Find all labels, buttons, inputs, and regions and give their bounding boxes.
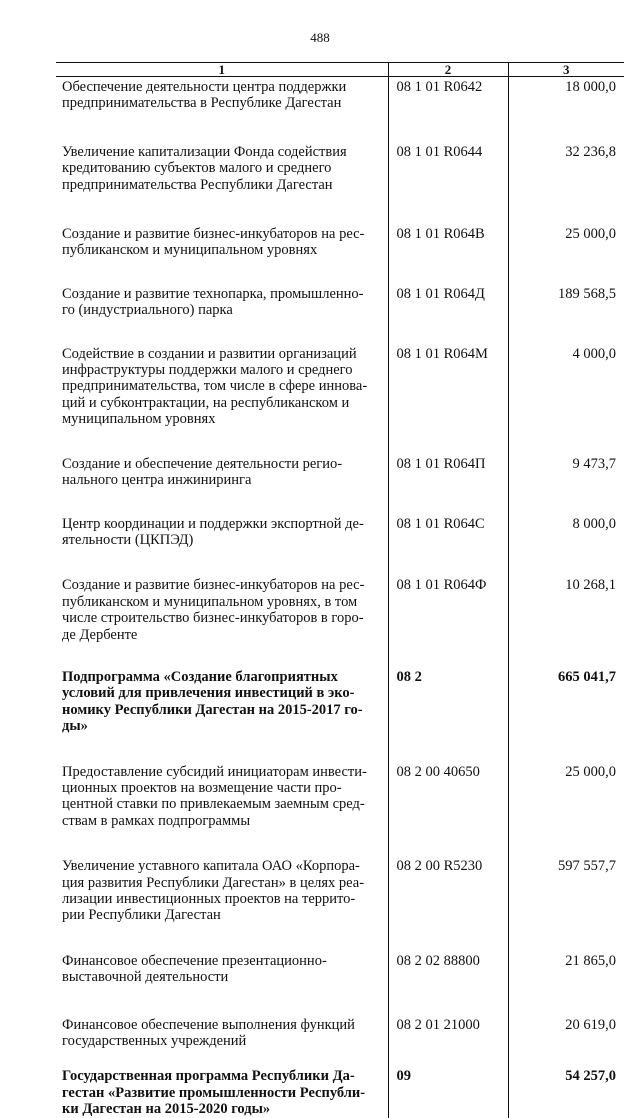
row-item-name <box>56 856 388 951</box>
row-item-name <box>56 344 388 454</box>
row-amount: 25 000,0 <box>508 762 624 857</box>
row-amount: 20 619,0 <box>508 1015 624 1067</box>
item-name-line: ятельности (ЦКПЭД) <box>62 531 194 548</box>
row-amount: 21 865,0 <box>508 951 624 1015</box>
row-item-name <box>56 77 388 142</box>
item-name-line: нального центра инжиниринга <box>62 472 252 489</box>
item-name-line: номику Республики Дагестан на 2015-2017 го- <box>62 701 363 718</box>
item-name-line: Создание и развитие технопарка, промышленно- <box>62 285 364 302</box>
item-name-line: Финансовое обеспечение выполнения функций <box>62 1016 355 1033</box>
column-header-3: 3 <box>508 63 624 77</box>
item-name-line: числе строительство бизнес-инкубаторов в горо- <box>62 610 364 627</box>
item-name-line: Государственная программа Республики Да- <box>62 1068 355 1085</box>
item-name-line: центной ставки по привлекаемым заемным сред- <box>62 796 365 813</box>
row-budget-code: 08 1 01 R064Ф <box>388 575 508 667</box>
item-name-line: предпринимательства Республики Дагестан <box>62 176 333 193</box>
row-amount: 25 000,0 <box>508 224 624 284</box>
row-budget-code: 08 1 01 R064С <box>388 514 508 576</box>
item-name-line: Создание и обеспечение деятельности регио- <box>62 455 343 472</box>
column-header-2: 2 <box>388 63 508 77</box>
item-name-line: ствам в рамках подпрограммы <box>62 812 251 829</box>
table-row <box>56 514 624 576</box>
item-name-line: ций и субконтрактации, на республиканском и <box>62 394 350 411</box>
row-budget-code: 08 1 01 R064Д <box>388 284 508 344</box>
item-name-line: Создание и развитие бизнес-инкубаторов на рес- <box>62 226 365 243</box>
item-name-line: муниципальном уровнях <box>62 411 216 428</box>
row-budget-code: 08 2 01 21000 <box>388 1015 508 1067</box>
row-amount: 54 257,0 <box>508 1066 624 1117</box>
row-amount: 10 268,1 <box>508 575 624 667</box>
table-row <box>56 77 624 142</box>
table-row <box>56 224 624 284</box>
table-body <box>56 77 624 1118</box>
row-item-name <box>56 514 388 576</box>
row-amount: 597 557,7 <box>508 856 624 951</box>
row-amount: 4 000,0 <box>508 344 624 454</box>
row-amount: 32 236,8 <box>508 142 624 224</box>
item-name-line: гестан «Развитие промышленности Республи- <box>62 1084 366 1101</box>
row-amount: 189 568,5 <box>508 284 624 344</box>
row-item-name <box>56 1066 388 1117</box>
row-item-name <box>56 224 388 284</box>
table-row <box>56 856 624 951</box>
item-name-line: Финансовое обеспечение презентационно- <box>62 952 327 969</box>
item-name-line: Предоставление субсидий инициаторам инвести- <box>62 763 367 780</box>
table-row <box>56 1015 624 1067</box>
item-name-line: Центр координации и поддержки экспортной де- <box>62 515 364 532</box>
row-item-name <box>56 951 388 1015</box>
row-item-name <box>56 454 388 514</box>
row-budget-code: 08 1 01 R064М <box>388 344 508 454</box>
item-name-line: Подпрограмма «Создание благоприятных <box>62 668 338 685</box>
row-item-name <box>56 142 388 224</box>
row-budget-code: 08 1 01 R064В <box>388 224 508 284</box>
table-row <box>56 344 624 454</box>
table-row <box>56 1066 624 1117</box>
item-name-line: государственных учреждений <box>62 1033 247 1050</box>
item-name-line: выставочной деятельности <box>62 969 229 986</box>
table-row <box>56 575 624 667</box>
item-name-line: ки Дагестан на 2015-2020 годы» <box>62 1101 271 1118</box>
item-name-line: Обеспечение деятельности центра поддержки <box>62 79 347 95</box>
row-amount: 665 041,7 <box>508 667 624 762</box>
item-name-line: Создание и развитие бизнес-инкубаторов на рес- <box>62 577 365 594</box>
table-row <box>56 454 624 514</box>
row-budget-code: 08 1 01 R0642 <box>388 77 508 142</box>
item-name-line: публиканском и муниципальном уровнях <box>62 242 318 259</box>
item-name-line: Увеличение уставного капитала ОАО «Корпора- <box>62 858 360 875</box>
row-budget-code: 09 <box>388 1066 508 1117</box>
column-header-1: 1 <box>56 63 388 77</box>
item-name-line: де Дербенте <box>62 626 138 643</box>
row-item-name <box>56 1015 388 1067</box>
table-header-row <box>56 63 624 77</box>
row-budget-code: 08 1 01 R0644 <box>388 142 508 224</box>
row-item-name <box>56 284 388 344</box>
row-budget-code: 08 2 00 R5230 <box>388 856 508 951</box>
row-budget-code: 08 2 02 88800 <box>388 951 508 1015</box>
item-name-line: Увеличение капитализации Фонда содействия <box>62 143 347 160</box>
row-amount: 18 000,0 <box>508 77 624 142</box>
item-name-line: го (индустриального) парка <box>62 302 233 319</box>
row-amount: 8 000,0 <box>508 514 624 576</box>
item-name-line: рии Республики Дагестан <box>62 907 221 924</box>
item-name-line: ционных проектов на возмещение части про- <box>62 779 342 796</box>
table-row <box>56 762 624 857</box>
table-row <box>56 142 624 224</box>
item-name-line: условий для привлечения инвестиций в эко- <box>62 685 355 702</box>
item-name-line: лизации инвестиционных проектов на террито- <box>62 891 356 907</box>
row-amount: 9 473,7 <box>508 454 624 514</box>
item-name-line: инфраструктуры поддержки малого и среднего <box>62 362 353 379</box>
item-name-line: кредитованию субъектов малого и среднего <box>62 160 332 177</box>
item-name-line: ды» <box>62 718 88 735</box>
item-name-line: предпринимательства в Республике Дагестан <box>62 95 342 112</box>
item-name-line: предпринимательства, том числе в сфере иннова- <box>62 378 368 395</box>
row-item-name <box>56 667 388 762</box>
row-budget-code: 08 2 00 40650 <box>388 762 508 857</box>
page-number: 488 <box>310 30 330 45</box>
item-name-line: Содействие в создании и развитии организаций <box>62 345 357 362</box>
row-item-name <box>56 575 388 667</box>
budget-table <box>56 62 624 1118</box>
row-budget-code: 08 2 <box>388 667 508 762</box>
table-row <box>56 284 624 344</box>
item-name-line: ция развития Республики Дагестан» в целях реа- <box>62 874 365 891</box>
row-item-name <box>56 762 388 857</box>
table-row <box>56 667 624 762</box>
row-budget-code: 08 1 01 R064П <box>388 454 508 514</box>
item-name-line: публиканском и муниципальном уровнях, в том <box>62 593 358 610</box>
table-row <box>56 951 624 1015</box>
